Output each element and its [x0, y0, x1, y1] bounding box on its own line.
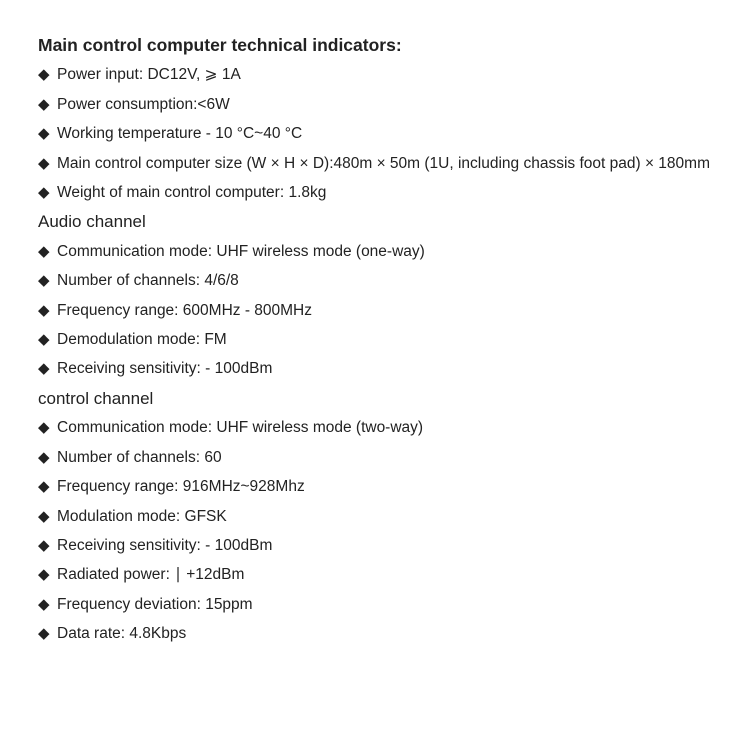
- audio-spec-list: [38, 237, 710, 384]
- list-item: [38, 60, 710, 89]
- page-title: Main control computer technical indicators:: [38, 35, 402, 55]
- diamond-bullet-icon: ◆: [38, 66, 50, 84]
- audio-channel-title: Audio channel: [38, 212, 146, 232]
- spec-text: Power input: DC12V, ⩾ 1A: [57, 66, 241, 84]
- spec-text: Main control computer size (W × H × D):480m × 50m (1U, including chassis foot pad) × 180mm: [57, 154, 710, 172]
- list-item: [38, 325, 710, 354]
- diamond-bullet-icon: ◆: [38, 125, 50, 143]
- list-item: [38, 443, 710, 472]
- spec-text: Communication mode: UHF wireless mode (one-way): [57, 242, 425, 260]
- control-spec-list: [38, 413, 710, 648]
- list-item: [38, 90, 710, 119]
- spec-text: Number of channels: 60: [57, 448, 222, 466]
- spec-text: Frequency range: 600MHz - 800MHz: [57, 301, 313, 319]
- diamond-bullet-icon: ◆: [38, 184, 50, 202]
- diamond-bullet-icon: ◆: [38, 448, 50, 466]
- spec-text: Receiving sensitivity: - 100dBm: [57, 536, 273, 554]
- diamond-bullet-icon: ◆: [38, 419, 50, 437]
- list-item: [38, 590, 710, 619]
- control-channel-title: control channel: [38, 388, 154, 408]
- list-item: [38, 178, 710, 207]
- spec-text: Radiated power: ∣ +12dBm: [57, 566, 245, 584]
- list-item: [38, 502, 710, 531]
- diamond-bullet-icon: ◆: [38, 507, 50, 525]
- diamond-bullet-icon: ◆: [38, 595, 50, 613]
- spec-text: Working temperature - 10 °C~40 °C: [57, 125, 303, 143]
- spec-text: Number of channels: 4/6/8: [57, 272, 239, 290]
- list-item: [38, 413, 710, 442]
- list-item: [38, 560, 710, 589]
- diamond-bullet-icon: ◆: [38, 566, 50, 584]
- list-item: [38, 354, 710, 383]
- diamond-bullet-icon: ◆: [38, 272, 50, 290]
- diamond-bullet-icon: ◆: [38, 301, 50, 319]
- list-item: [38, 619, 710, 648]
- spec-text: Power consumption:<6W: [57, 95, 230, 113]
- diamond-bullet-icon: ◆: [38, 478, 50, 496]
- list-item: [38, 237, 710, 266]
- spec-text: Data rate: 4.8Kbps: [57, 625, 187, 643]
- list-item: [38, 149, 710, 178]
- diamond-bullet-icon: ◆: [38, 154, 50, 172]
- spec-text: Modulation mode: GFSK: [57, 507, 227, 525]
- diamond-bullet-icon: ◆: [38, 536, 50, 554]
- spec-text: Weight of main control computer: 1.8kg: [57, 184, 327, 202]
- spec-text: Frequency deviation: 15ppm: [57, 595, 253, 613]
- spec-text: Communication mode: UHF wireless mode (two-way): [57, 419, 424, 437]
- list-item: [38, 266, 710, 295]
- spec-text: Demodulation mode: FM: [57, 331, 227, 349]
- diamond-bullet-icon: ◆: [38, 625, 50, 643]
- list-item: [38, 531, 710, 560]
- diamond-bullet-icon: ◆: [38, 95, 50, 113]
- diamond-bullet-icon: ◆: [38, 360, 50, 378]
- spec-text: Frequency range: 916MHz~928Mhz: [57, 478, 305, 496]
- spec-text: Receiving sensitivity: - 100dBm: [57, 360, 273, 378]
- list-item: [38, 296, 710, 325]
- list-item: [38, 119, 710, 148]
- diamond-bullet-icon: ◆: [38, 331, 50, 349]
- diamond-bullet-icon: ◆: [38, 242, 50, 260]
- list-item: [38, 472, 710, 501]
- main-spec-list: [38, 60, 710, 207]
